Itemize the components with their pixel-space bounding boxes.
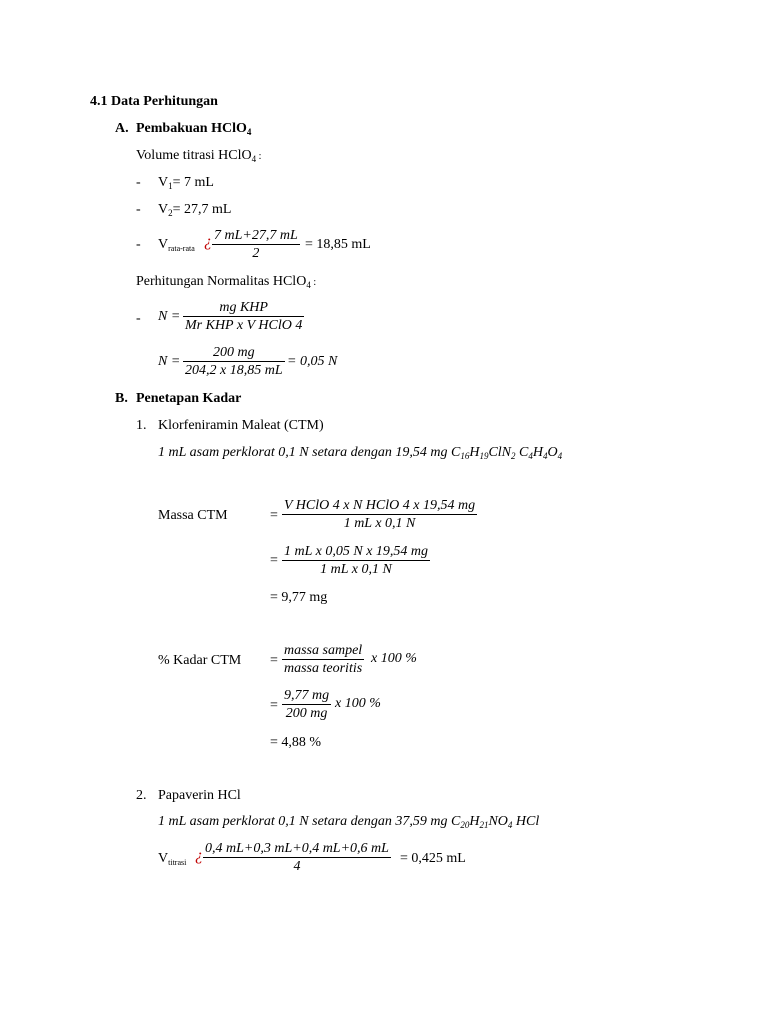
kadar-result: = 4,88 % bbox=[270, 735, 322, 750]
v1-line: $V_1= 7$ mL bbox=[158, 175, 214, 191]
kadar-fraction-2 bbox=[282, 687, 331, 722]
v2-line: $V_2= 27,7$ mL bbox=[158, 202, 232, 218]
kadar-f2-tail: x 100 % bbox=[335, 696, 381, 711]
vrata-fraction bbox=[212, 227, 300, 262]
section-a-title: Pembakuan HClO$_4$ bbox=[136, 121, 252, 137]
vtitrasi-denominator: 4 bbox=[293, 859, 301, 874]
massa-f1-numerator: V HClO 4 x N HClO 4 x 19,54 mg bbox=[284, 498, 476, 513]
vrata-result: = 18,85 mL bbox=[305, 237, 371, 252]
n1-fraction bbox=[183, 299, 304, 334]
item2-number: 2. bbox=[136, 788, 147, 803]
massa-fraction-2 bbox=[282, 543, 430, 578]
vrata-numerator: 7 mL+27,7 mL bbox=[214, 228, 298, 243]
vtitrasi-fraction bbox=[203, 840, 391, 875]
massa-eq-sign-2: = bbox=[270, 553, 278, 568]
massa-eq-sign: = bbox=[270, 508, 278, 523]
vtitrasi-label: $V_{titrasi}$ bbox=[158, 851, 187, 867]
n1-lhs: N = bbox=[158, 309, 181, 324]
kadar-ctm-label: % Kadar CTM bbox=[158, 653, 242, 668]
item1-equivalence: 1 mL asam perklorat 0,1 N setara dengan 19,54 mg $C_{16}H_{19}ClN_2$ $C_4H_4O_4$ bbox=[158, 445, 563, 461]
volume-label: Volume titrasi HClO$_4$ : bbox=[136, 148, 262, 164]
section-a-marker: A. bbox=[115, 121, 129, 136]
kadar-f2-denominator: 200 mg bbox=[285, 706, 328, 721]
kadar-f1-numerator: massa sampel bbox=[282, 642, 364, 660]
n2-lhs: N = bbox=[158, 354, 181, 369]
kadar-eq-sign-2: = bbox=[270, 698, 278, 713]
massa-result: = 9,77 mg bbox=[270, 590, 328, 605]
kadar-fraction-1 bbox=[282, 642, 364, 677]
n2-denominator: 204,2 x 18,85 mL bbox=[185, 363, 283, 378]
massa-f1-denominator: 1 mL x 0,1 N bbox=[343, 516, 416, 531]
dash-v1: - bbox=[136, 175, 141, 190]
vtitrasi-result: = 0,425 mL bbox=[400, 851, 466, 866]
massa-f2-numerator: 1 mL x 0,05 N x 19,54 mg bbox=[284, 544, 429, 559]
kadar-f1-tail: x 100 % bbox=[371, 651, 417, 666]
n2-fraction bbox=[183, 344, 285, 379]
massa-fraction-1 bbox=[282, 497, 477, 532]
dash-v2: - bbox=[136, 202, 141, 217]
massa-ctm-label: Massa CTM bbox=[158, 508, 228, 523]
n2-numerator: 200 mg bbox=[183, 344, 285, 362]
vrata-label: $V_{rata-rata}$ bbox=[158, 237, 195, 253]
render-error-glyph-2: ¿ bbox=[195, 847, 203, 864]
vrata-denominator: 2 bbox=[252, 246, 260, 261]
n1-numerator: mg KHP bbox=[183, 299, 304, 317]
render-error-glyph: ¿ bbox=[204, 233, 212, 250]
section-b-marker: B. bbox=[115, 391, 128, 406]
item2-name: Papaverin HCl bbox=[158, 788, 241, 803]
normalitas-label: Perhitungan Normalitas HClO$_4$ : bbox=[136, 274, 317, 290]
dash-vrata: - bbox=[136, 237, 141, 252]
kadar-f1-denominator: massa teoritis bbox=[284, 661, 363, 676]
kadar-eq-sign: = bbox=[270, 653, 278, 668]
item1-name: Klorfeniramin Maleat (CTM) bbox=[158, 418, 324, 433]
n1-denominator: Mr KHP x V HClO 4 bbox=[185, 318, 303, 333]
item1-number: 1. bbox=[136, 418, 147, 433]
massa-f2-denominator: 1 mL x 0,1 N bbox=[320, 562, 392, 577]
section-b-title: Penetapan Kadar bbox=[136, 391, 242, 406]
dash-n1: - bbox=[136, 311, 141, 326]
vtitrasi-numerator: 0,4 mL+0,3 mL+0,4 mL+0,6 mL bbox=[205, 841, 389, 856]
n2-result: = 0,05 N bbox=[287, 354, 338, 369]
item2-equivalence: 1 mL asam perklorat 0,1 N setara dengan 37,59 mg $C_{20}H_{21}NO_4$ HCl bbox=[158, 814, 540, 830]
section-heading: 4.1 Data Perhitungan bbox=[90, 94, 218, 109]
kadar-f2-numerator: 9,77 mg bbox=[284, 688, 330, 703]
